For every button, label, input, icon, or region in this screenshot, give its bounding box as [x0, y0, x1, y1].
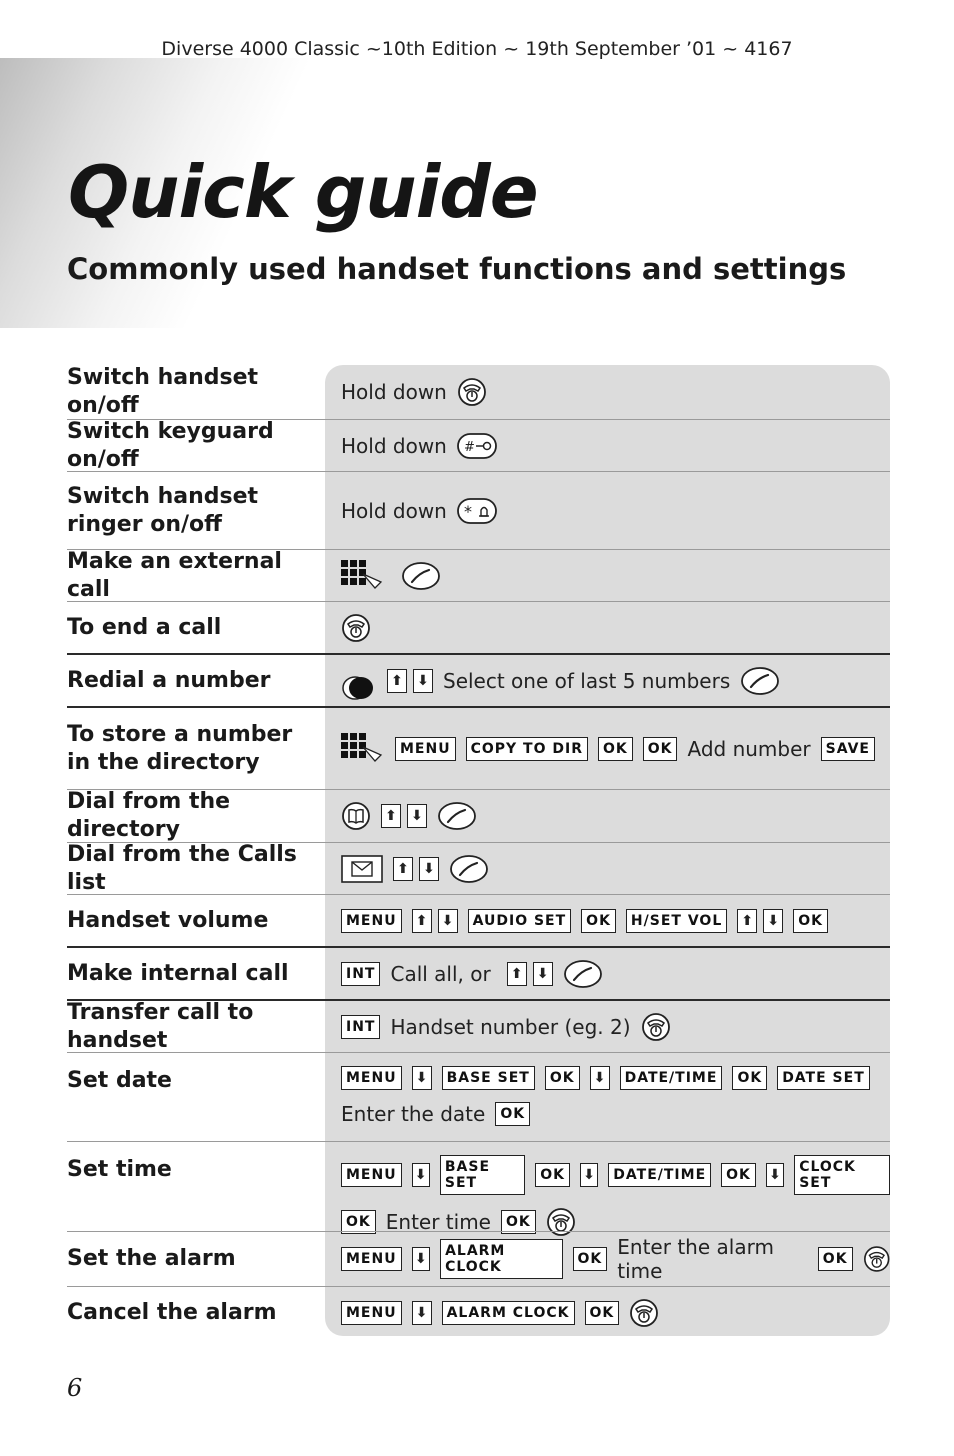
row-text: Hold down — [341, 380, 447, 404]
page-title: Quick guide — [68, 150, 538, 234]
base-set-key[interactable]: BASE SET — [442, 1066, 535, 1090]
down-arrow-key[interactable]: ⬇ — [419, 857, 439, 881]
down-arrow-key[interactable]: ⬇ — [412, 1301, 432, 1325]
row-text: Handset number (eg. 2) — [390, 1014, 631, 1039]
up-arrow-key[interactable]: ⬆ — [381, 804, 401, 828]
down-arrow-key[interactable]: ⬇ — [766, 1163, 784, 1187]
table-row — [67, 653, 890, 706]
row-label: To end a call — [67, 614, 222, 640]
row-text: Call all, or — [390, 961, 491, 986]
down-arrow-key[interactable]: ⬇ — [763, 909, 783, 933]
ok-key[interactable]: OK — [501, 1210, 536, 1234]
row-text: Enter the date — [341, 1102, 486, 1126]
menu-key[interactable]: MENU — [341, 1163, 402, 1187]
table-row — [67, 946, 890, 999]
ringer-star-key-icon — [457, 498, 497, 524]
talk-handset-icon — [401, 561, 441, 591]
talk-handset-icon — [563, 959, 603, 989]
table-row — [67, 419, 890, 471]
up-arrow-key[interactable]: ⬆ — [507, 962, 527, 986]
directory-book-icon — [341, 801, 371, 831]
table-row — [67, 601, 890, 653]
date-set-key[interactable]: DATE SET — [777, 1066, 870, 1090]
svg-text:#: # — [463, 439, 475, 455]
ok-key[interactable]: OK — [818, 1247, 853, 1271]
ok-key[interactable]: OK — [581, 909, 616, 933]
table-row — [67, 842, 890, 894]
page-subtitle: Commonly used handset functions and settings — [67, 252, 847, 286]
copy-to-dir-key[interactable]: COPY TO DIR — [466, 737, 588, 761]
ok-key[interactable]: OK — [545, 1066, 580, 1090]
int-key[interactable]: INT — [341, 962, 380, 986]
down-arrow-key[interactable]: ⬇ — [580, 1163, 598, 1187]
talk-handset-icon — [449, 854, 489, 884]
down-arrow-key[interactable]: ⬇ — [413, 669, 433, 693]
menu-key[interactable]: MENU — [341, 1247, 402, 1271]
ok-key[interactable]: OK — [573, 1247, 608, 1271]
running-header: Diverse 4000 Classic ~10th Edition ~ 19th September ’01 ~ 4167 — [161, 38, 793, 60]
ok-key[interactable]: OK — [495, 1102, 530, 1126]
down-arrow-key[interactable]: ⬇ — [590, 1066, 610, 1090]
row-text: Select one of last 5 numbers — [443, 668, 731, 693]
table-row — [67, 999, 890, 1052]
scroll-arrows — [412, 909, 458, 933]
date-time-key[interactable]: DATE/TIME — [620, 1066, 723, 1090]
clock-set-key[interactable]: CLOCK SET — [794, 1155, 890, 1195]
down-arrow-key[interactable]: ⬇ — [407, 804, 427, 828]
audio-set-key[interactable]: AUDIO SET — [468, 909, 572, 933]
row-label: Handset volume — [67, 907, 269, 933]
up-arrow-key[interactable]: ⬆ — [737, 909, 757, 933]
ok-key[interactable]: OK — [721, 1163, 756, 1187]
ok-key[interactable]: OK — [341, 1210, 376, 1234]
menu-key[interactable]: MENU — [341, 1066, 402, 1090]
row-label: To store a number in the directory — [67, 721, 293, 775]
down-arrow-key[interactable]: ⬇ — [412, 1247, 430, 1271]
ok-key[interactable]: OK — [732, 1066, 767, 1090]
page-number: 6 — [67, 1374, 83, 1402]
end-call-power-icon — [341, 613, 371, 643]
row-label: Switch handset on/off — [67, 365, 259, 418]
down-arrow-key[interactable]: ⬇ — [438, 909, 458, 933]
hset-vol-key[interactable]: H/SET VOL — [626, 909, 727, 933]
svg-text:*: * — [463, 501, 472, 521]
table-row — [67, 365, 890, 419]
alarm-clock-key[interactable]: ALARM CLOCK — [440, 1239, 562, 1279]
ok-key[interactable]: OK — [643, 737, 678, 761]
row-label: Dial from the directory — [67, 789, 231, 842]
scroll-arrows — [393, 857, 439, 881]
row-label: Redial a number — [67, 667, 271, 693]
keyguard-key-icon — [457, 433, 497, 459]
up-arrow-key[interactable]: ⬆ — [393, 857, 413, 881]
table-row — [67, 1052, 890, 1141]
int-key[interactable]: INT — [341, 1015, 380, 1039]
save-key[interactable]: SAVE — [821, 737, 875, 761]
end-call-power-icon — [863, 1244, 890, 1274]
table-row — [67, 894, 890, 946]
keypad-dial-icon — [341, 733, 385, 765]
menu-key[interactable]: MENU — [395, 737, 456, 761]
table-row — [67, 471, 890, 549]
ok-key[interactable]: OK — [598, 737, 633, 761]
row-label: Set the alarm — [67, 1246, 236, 1271]
table-row — [67, 1231, 890, 1286]
table-row — [67, 1286, 890, 1339]
end-call-power-icon — [457, 377, 487, 407]
scroll-arrows — [381, 804, 427, 828]
table-row — [67, 549, 890, 601]
base-set-key[interactable]: BASE SET — [440, 1155, 525, 1195]
ok-key[interactable]: OK — [793, 909, 828, 933]
menu-key[interactable]: MENU — [341, 1301, 402, 1325]
row-label: Switch keyguard on/off — [67, 418, 274, 472]
row-label: Dial from the Calls list — [67, 841, 297, 895]
date-time-key[interactable]: DATE/TIME — [608, 1163, 711, 1187]
down-arrow-key[interactable]: ⬇ — [412, 1066, 432, 1090]
row-text: Hold down — [341, 433, 447, 458]
row-label: Cancel the alarm — [67, 1300, 277, 1325]
row-label: Switch handset ringer on/off — [67, 483, 259, 537]
table-row — [67, 789, 890, 842]
row-label: Make an external call — [67, 548, 282, 602]
row-text: Add number — [687, 736, 811, 761]
up-arrow-key[interactable]: ⬆ — [387, 669, 407, 693]
end-call-power-icon — [641, 1012, 671, 1042]
redial-key-icon — [341, 673, 377, 703]
row-label: Set date — [67, 1068, 172, 1093]
talk-handset-icon — [740, 666, 780, 696]
row-label: Transfer call to handset — [67, 999, 254, 1053]
down-arrow-key[interactable]: ⬇ — [412, 1163, 430, 1187]
table-row — [67, 1141, 890, 1234]
alarm-clock-key[interactable]: ALARM CLOCK — [442, 1301, 575, 1325]
row-label: Make internal call — [67, 960, 289, 986]
row-label: Set time — [67, 1157, 172, 1182]
calls-list-envelope-icon — [341, 855, 383, 883]
quick-guide-table — [67, 365, 890, 1339]
scroll-arrows — [737, 909, 783, 933]
ok-key[interactable]: OK — [535, 1163, 570, 1187]
ok-key[interactable]: OK — [585, 1301, 620, 1325]
row-text: Enter time — [385, 1210, 491, 1234]
scroll-arrows — [387, 669, 433, 693]
row-text: Hold down — [341, 498, 447, 523]
down-arrow-key[interactable]: ⬇ — [533, 962, 553, 986]
menu-key[interactable]: MENU — [341, 909, 402, 933]
scroll-arrows — [507, 962, 553, 986]
row-text: Enter the alarm time — [617, 1235, 774, 1283]
table-row — [67, 706, 890, 789]
keypad-dial-icon — [341, 560, 385, 592]
up-arrow-key[interactable]: ⬆ — [412, 909, 432, 933]
talk-handset-icon — [437, 801, 477, 831]
end-call-power-icon — [629, 1298, 659, 1328]
